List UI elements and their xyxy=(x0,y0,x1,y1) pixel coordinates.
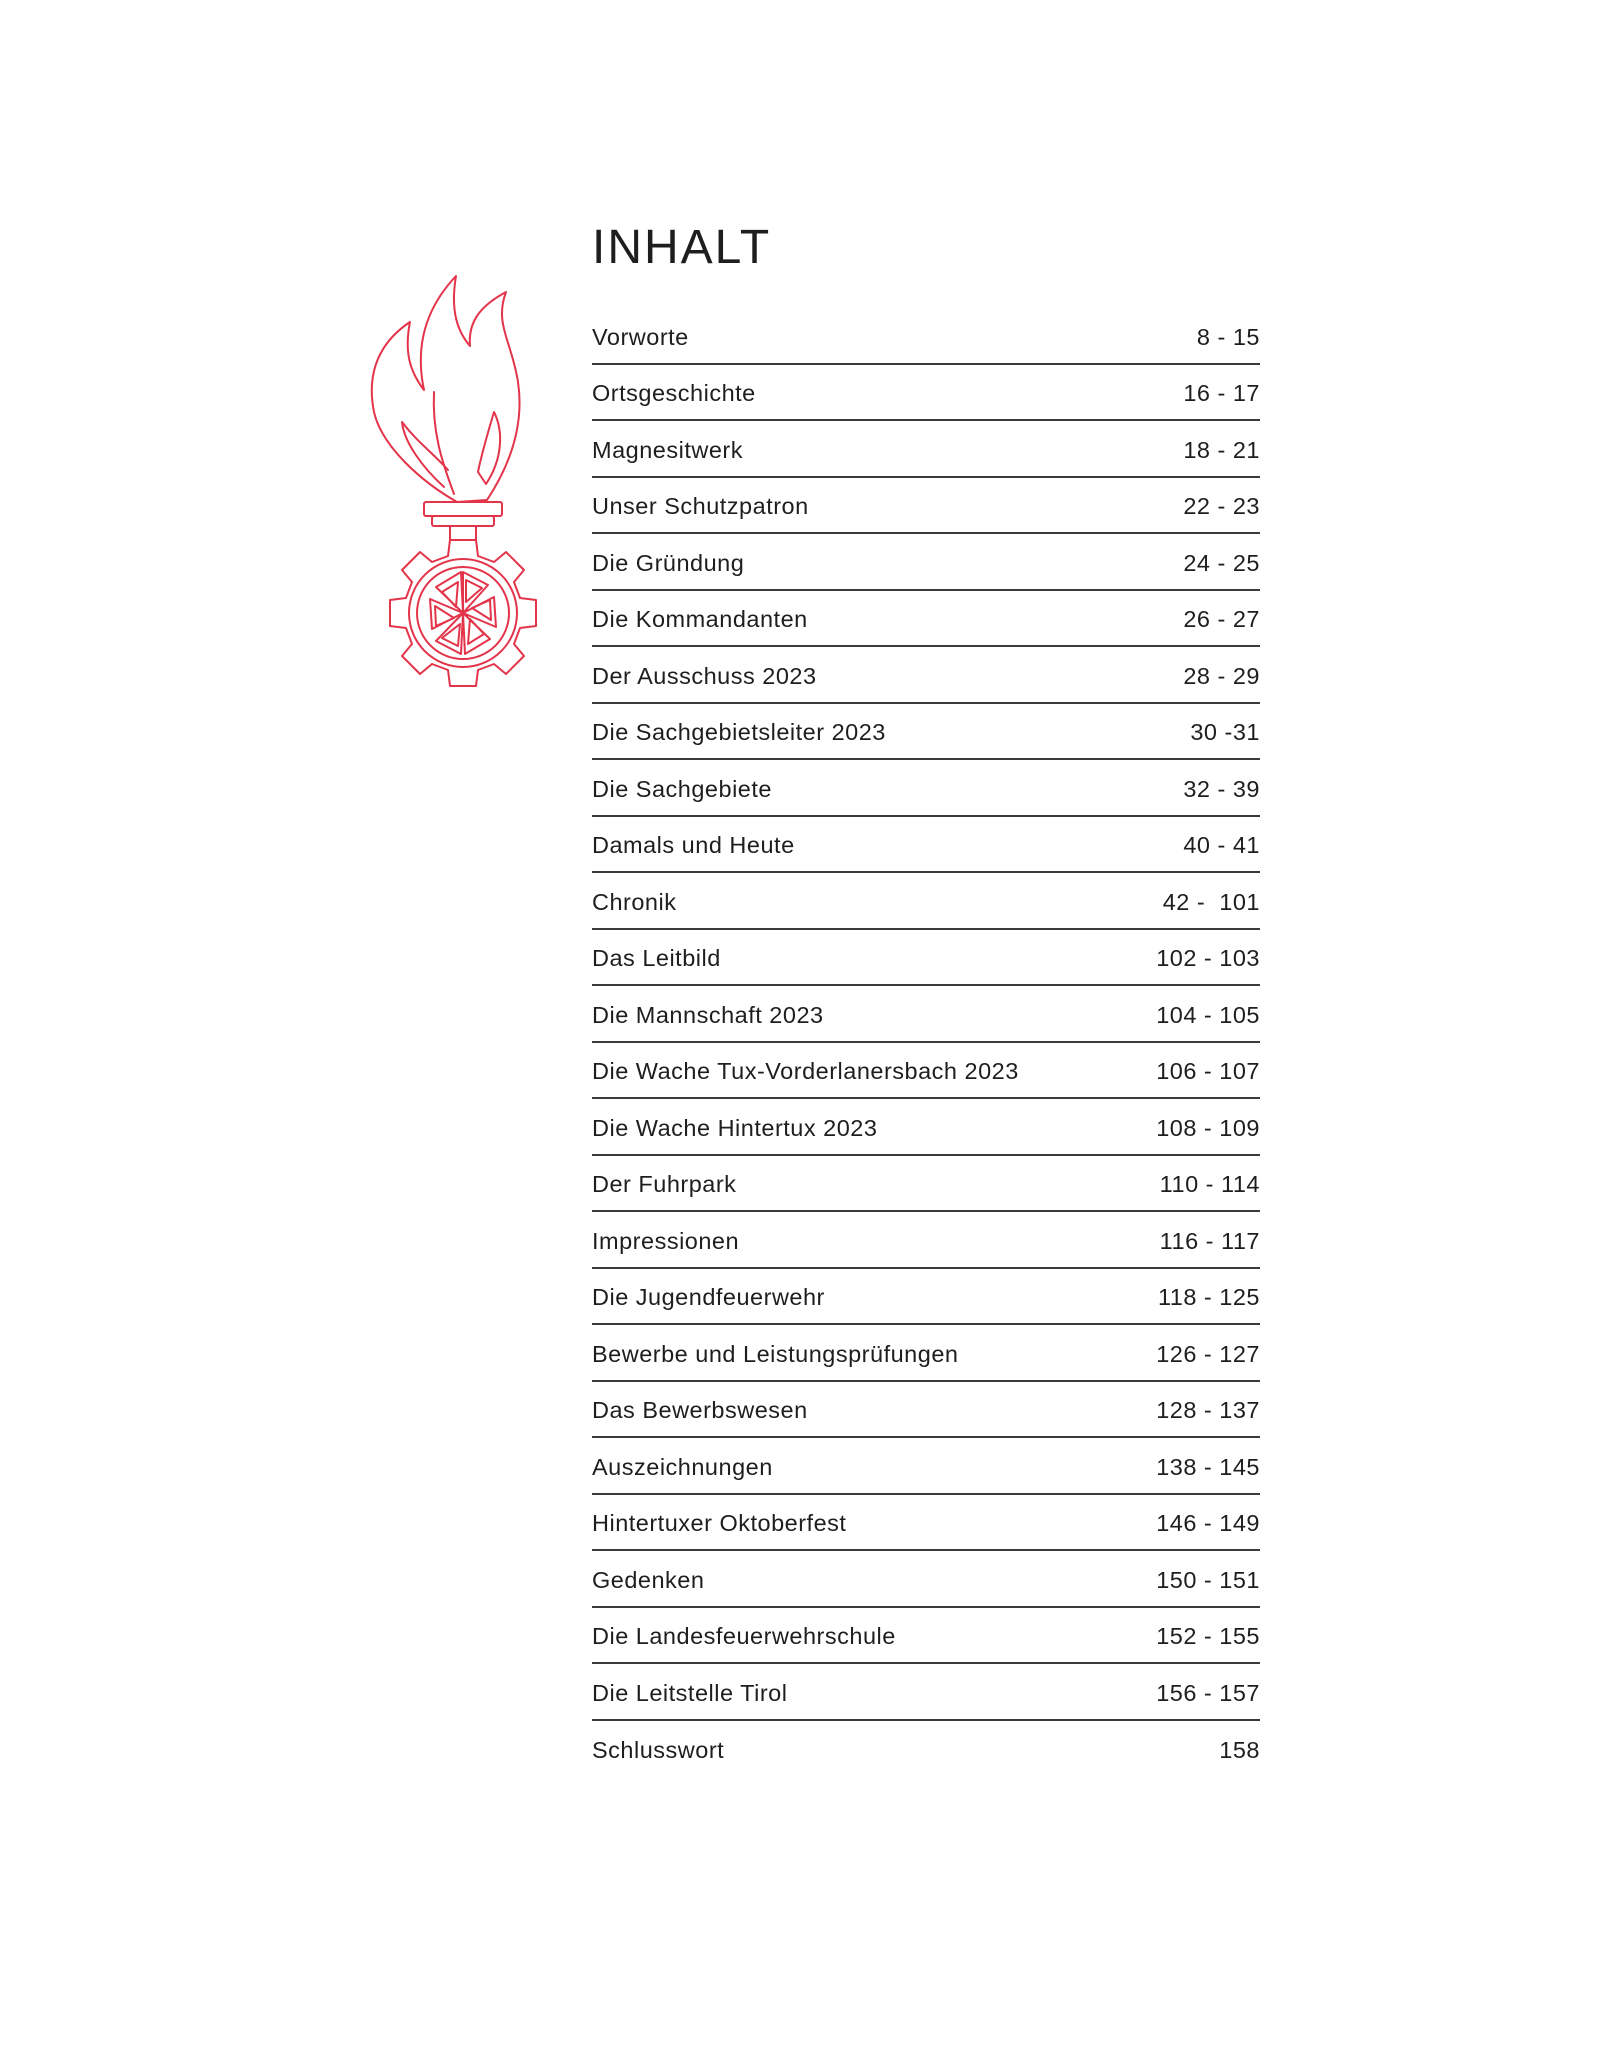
toc-entry-pages: 30 -31 xyxy=(1190,719,1260,746)
toc-entry xyxy=(592,873,1260,930)
toc-entry-label: Der Ausschuss 2023 xyxy=(592,662,817,689)
toc-entry-pages: 22 - 23 xyxy=(1183,493,1260,520)
toc-entry-label: Ortsgeschichte xyxy=(592,380,756,407)
toc-entry-label: Auszeichnungen xyxy=(592,1453,773,1480)
toc-entry-label: Das Leitbild xyxy=(592,945,721,972)
toc-entry-pages: 126 - 127 xyxy=(1156,1340,1260,1367)
toc-entry xyxy=(592,591,1260,648)
toc-entry-label: Die Leitstelle Tirol xyxy=(592,1679,788,1706)
toc-entry-pages: 104 - 105 xyxy=(1156,1001,1260,1028)
toc-entry-pages: 26 - 27 xyxy=(1183,606,1260,633)
toc-entry-pages: 18 - 21 xyxy=(1183,436,1260,463)
toc-entry-label: Die Sachgebiete xyxy=(592,775,772,802)
toc-entry-label: Schlusswort xyxy=(592,1737,725,1764)
toc-entry xyxy=(592,365,1260,422)
toc-entry-pages: 156 - 157 xyxy=(1156,1679,1260,1706)
toc-entry-label: Impressionen xyxy=(592,1227,740,1254)
toc-entry-label: Vorworte xyxy=(592,323,689,350)
toc-entry-pages: 118 - 125 xyxy=(1157,1284,1260,1311)
toc-entry xyxy=(592,1382,1260,1439)
toc-entry xyxy=(592,817,1260,874)
toc-entry xyxy=(592,1043,1260,1100)
toc-entry xyxy=(592,1156,1260,1213)
toc-entry-label: Die Jugendfeuerwehr xyxy=(592,1284,825,1311)
toc-entry-label: Die Kommandanten xyxy=(592,606,808,633)
toc-entry xyxy=(592,930,1260,987)
toc-entry-pages: 28 - 29 xyxy=(1183,662,1260,689)
toc-entry xyxy=(592,1325,1260,1382)
toc-entry-pages: 146 - 149 xyxy=(1156,1510,1260,1537)
toc-entry-label: Chronik xyxy=(592,888,677,915)
toc-entry-label: Bewerbe und Leistungsprüfungen xyxy=(592,1340,959,1367)
toc-entry xyxy=(592,1212,1260,1269)
toc-entry xyxy=(592,1721,1260,1778)
toc-entry-label: Magnesitwerk xyxy=(592,436,743,463)
page-title: INHALT xyxy=(592,221,772,274)
toc-entry-label: Hintertuxer Oktoberfest xyxy=(592,1510,847,1537)
toc-entry-label: Unser Schutzpatron xyxy=(592,493,809,520)
toc-entry-label: Damals und Heute xyxy=(592,832,795,859)
toc-entry-pages: 152 - 155 xyxy=(1156,1623,1260,1650)
toc-entry-pages: 138 - 145 xyxy=(1156,1453,1260,1480)
toc-entry xyxy=(592,760,1260,817)
toc-entry-label: Die Gründung xyxy=(592,549,745,576)
toc-entry-pages: 40 - 41 xyxy=(1183,832,1260,859)
toc-entry-label: Das Bewerbswesen xyxy=(592,1397,808,1424)
toc-entry xyxy=(592,1438,1260,1495)
toc-entry-pages: 150 - 151 xyxy=(1156,1566,1260,1593)
toc-entry-label: Der Fuhrpark xyxy=(592,1171,737,1198)
toc-entry-pages: 128 - 137 xyxy=(1156,1397,1260,1424)
toc-entry-label: Die Landesfeuerwehrschule xyxy=(592,1623,896,1650)
emblem-svg xyxy=(362,272,562,704)
toc-entry xyxy=(592,1551,1260,1608)
toc-entry-pages: 8 - 15 xyxy=(1196,323,1260,350)
toc-entry-label: Die Wache Hintertux 2023 xyxy=(592,1114,878,1141)
toc-entry-pages: 116 - 117 xyxy=(1159,1227,1260,1254)
toc-entry xyxy=(592,986,1260,1043)
toc-entry-pages: 110 - 114 xyxy=(1159,1171,1260,1198)
toc-entry-label: Die Mannschaft 2023 xyxy=(592,1001,824,1028)
table-of-contents xyxy=(592,308,1260,1777)
toc-entry xyxy=(592,647,1260,704)
fire-brigade-emblem-icon xyxy=(362,272,562,704)
toc-entry xyxy=(592,1495,1260,1552)
toc-entry-pages: 108 - 109 xyxy=(1156,1114,1260,1141)
toc-entry-pages: 24 - 25 xyxy=(1183,549,1260,576)
toc-entry-pages: 102 - 103 xyxy=(1156,945,1260,972)
toc-entry-pages: 42 - 101 xyxy=(1162,888,1260,915)
toc-entry-label: Die Wache Tux-Vorderlanersbach 2023 xyxy=(592,1058,1019,1085)
toc-entry xyxy=(592,1099,1260,1156)
toc-entry-pages: 32 - 39 xyxy=(1183,775,1260,802)
toc-entry-label: Gedenken xyxy=(592,1566,705,1593)
toc-entry-label: Die Sachgebietsleiter 2023 xyxy=(592,719,886,746)
toc-entry xyxy=(592,1269,1260,1326)
toc-entry xyxy=(592,534,1260,591)
toc-entry-pages: 16 - 17 xyxy=(1183,380,1260,407)
toc-entry xyxy=(592,421,1260,478)
toc-entry xyxy=(592,1608,1260,1665)
toc-entry xyxy=(592,478,1260,535)
toc-entry xyxy=(592,1664,1260,1721)
toc-entry-pages: 106 - 107 xyxy=(1156,1058,1260,1085)
toc-entry-pages: 158 xyxy=(1219,1737,1260,1764)
toc-entry xyxy=(592,704,1260,761)
toc-entry xyxy=(592,308,1260,365)
